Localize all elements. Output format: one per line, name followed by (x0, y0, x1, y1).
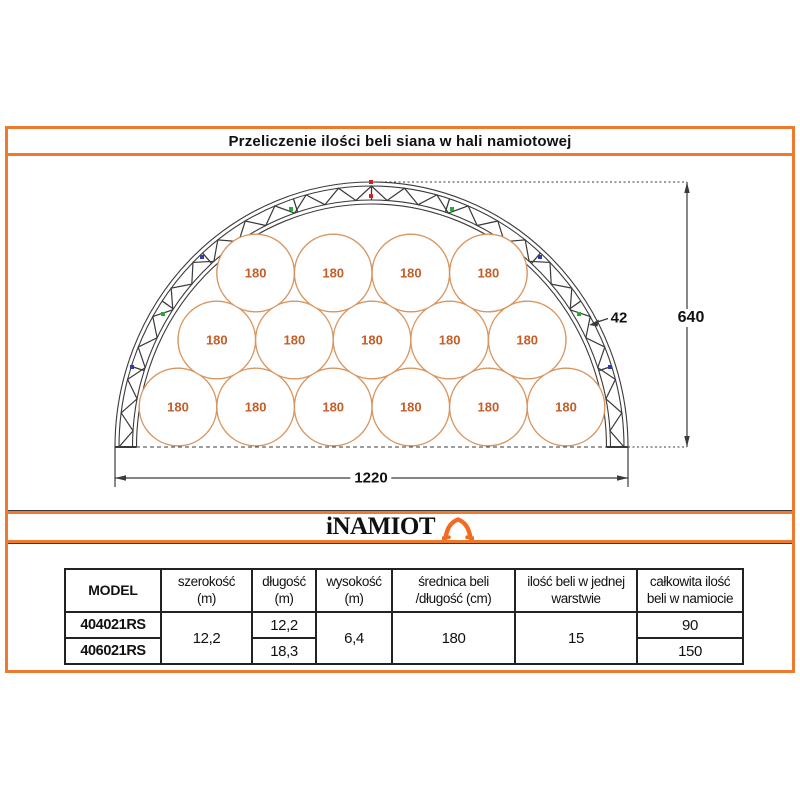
joint-marker-dot (161, 312, 165, 316)
cell-model-2: 406021RS (65, 638, 161, 664)
joint-marker-dot (450, 207, 454, 211)
hay-bale-label: 180 (438, 332, 461, 348)
column-header-ilosc-warstwa: ilość beli w jednej warstwie (515, 569, 637, 612)
logo-band (8, 511, 792, 543)
cell-dlugosc-1: 12,2 (252, 612, 316, 638)
hay-bale-label: 180 (516, 332, 539, 348)
spec-sheet-frame (5, 126, 795, 673)
joint-marker-dot (200, 255, 204, 259)
tent-logo-icon (442, 514, 474, 540)
hay-bale-label: 180 (361, 332, 383, 348)
dimension-height-label: 640 (674, 309, 709, 327)
cell-model-1: 404021RS (65, 612, 161, 638)
joint-marker-dot (369, 180, 373, 184)
cell-calkowita-1: 90 (637, 612, 743, 638)
hay-bale-label: 180 (322, 265, 345, 281)
hay-bale-label: 180 (167, 399, 189, 415)
column-header-calkowita: całkowita ilość beli w namiocie (637, 569, 743, 612)
joint-marker-dot (577, 312, 581, 316)
hay-bale-label: 180 (322, 399, 345, 415)
height-arrow-top (684, 182, 689, 193)
truss-joint-post (293, 199, 297, 212)
table-row (65, 612, 743, 638)
hay-bale-label: 180 (477, 399, 500, 415)
joint-marker-dot (289, 207, 293, 211)
joint-marker-dot (538, 255, 542, 259)
joint-marker-dot (608, 365, 612, 369)
dimension-truss-label: 42 (610, 309, 628, 327)
hay-bale-label: 180 (244, 399, 267, 415)
column-header-dlugosc: długość (m) (252, 569, 316, 612)
cell-ilosc-warstwa: 15 (515, 612, 637, 664)
width-arrow-right (617, 475, 628, 480)
truss-joint-post (445, 199, 449, 212)
hay-bale-label: 180 (244, 265, 267, 281)
hay-bale-label: 180 (477, 265, 500, 281)
dome-truss-drawing (8, 156, 792, 510)
truss-dim-arrow (589, 320, 599, 327)
dome-diagram (8, 156, 792, 511)
hay-bale-label: 180 (555, 399, 577, 415)
cell-wysokosc: 6,4 (316, 612, 392, 664)
cell-srednica: 180 (392, 612, 515, 664)
title-bar (8, 129, 792, 156)
cell-calkowita-2: 150 (637, 638, 743, 664)
hay-bale-label: 180 (205, 332, 228, 348)
header-row (65, 569, 743, 612)
brand-logo-text: iNAMIOT (326, 512, 435, 540)
column-header-srednica: średnica beli /długość (cm) (392, 569, 515, 612)
hay-bale-label: 180 (399, 265, 422, 281)
column-header-wysokosc: wysokość (m) (316, 569, 392, 612)
cell-szerokosc: 12,2 (161, 612, 252, 664)
height-arrow-bottom (684, 436, 689, 447)
joint-marker-dot (369, 194, 373, 198)
width-arrow-left (115, 475, 126, 480)
dimension-width-label: 1220 (350, 470, 391, 487)
cell-dlugosc-2: 18,3 (252, 638, 316, 664)
hay-bale-label: 180 (399, 399, 422, 415)
hay-bale-label: 180 (283, 332, 306, 348)
table-section (8, 543, 792, 670)
column-header-szerokosc: szerokość (m) (161, 569, 252, 612)
joint-marker-dot (130, 365, 134, 369)
column-header-model: MODEL (65, 569, 161, 612)
page-title: Przeliczenie ilości beli siana w hali namiotowej (228, 132, 572, 150)
spec-table (64, 568, 744, 665)
